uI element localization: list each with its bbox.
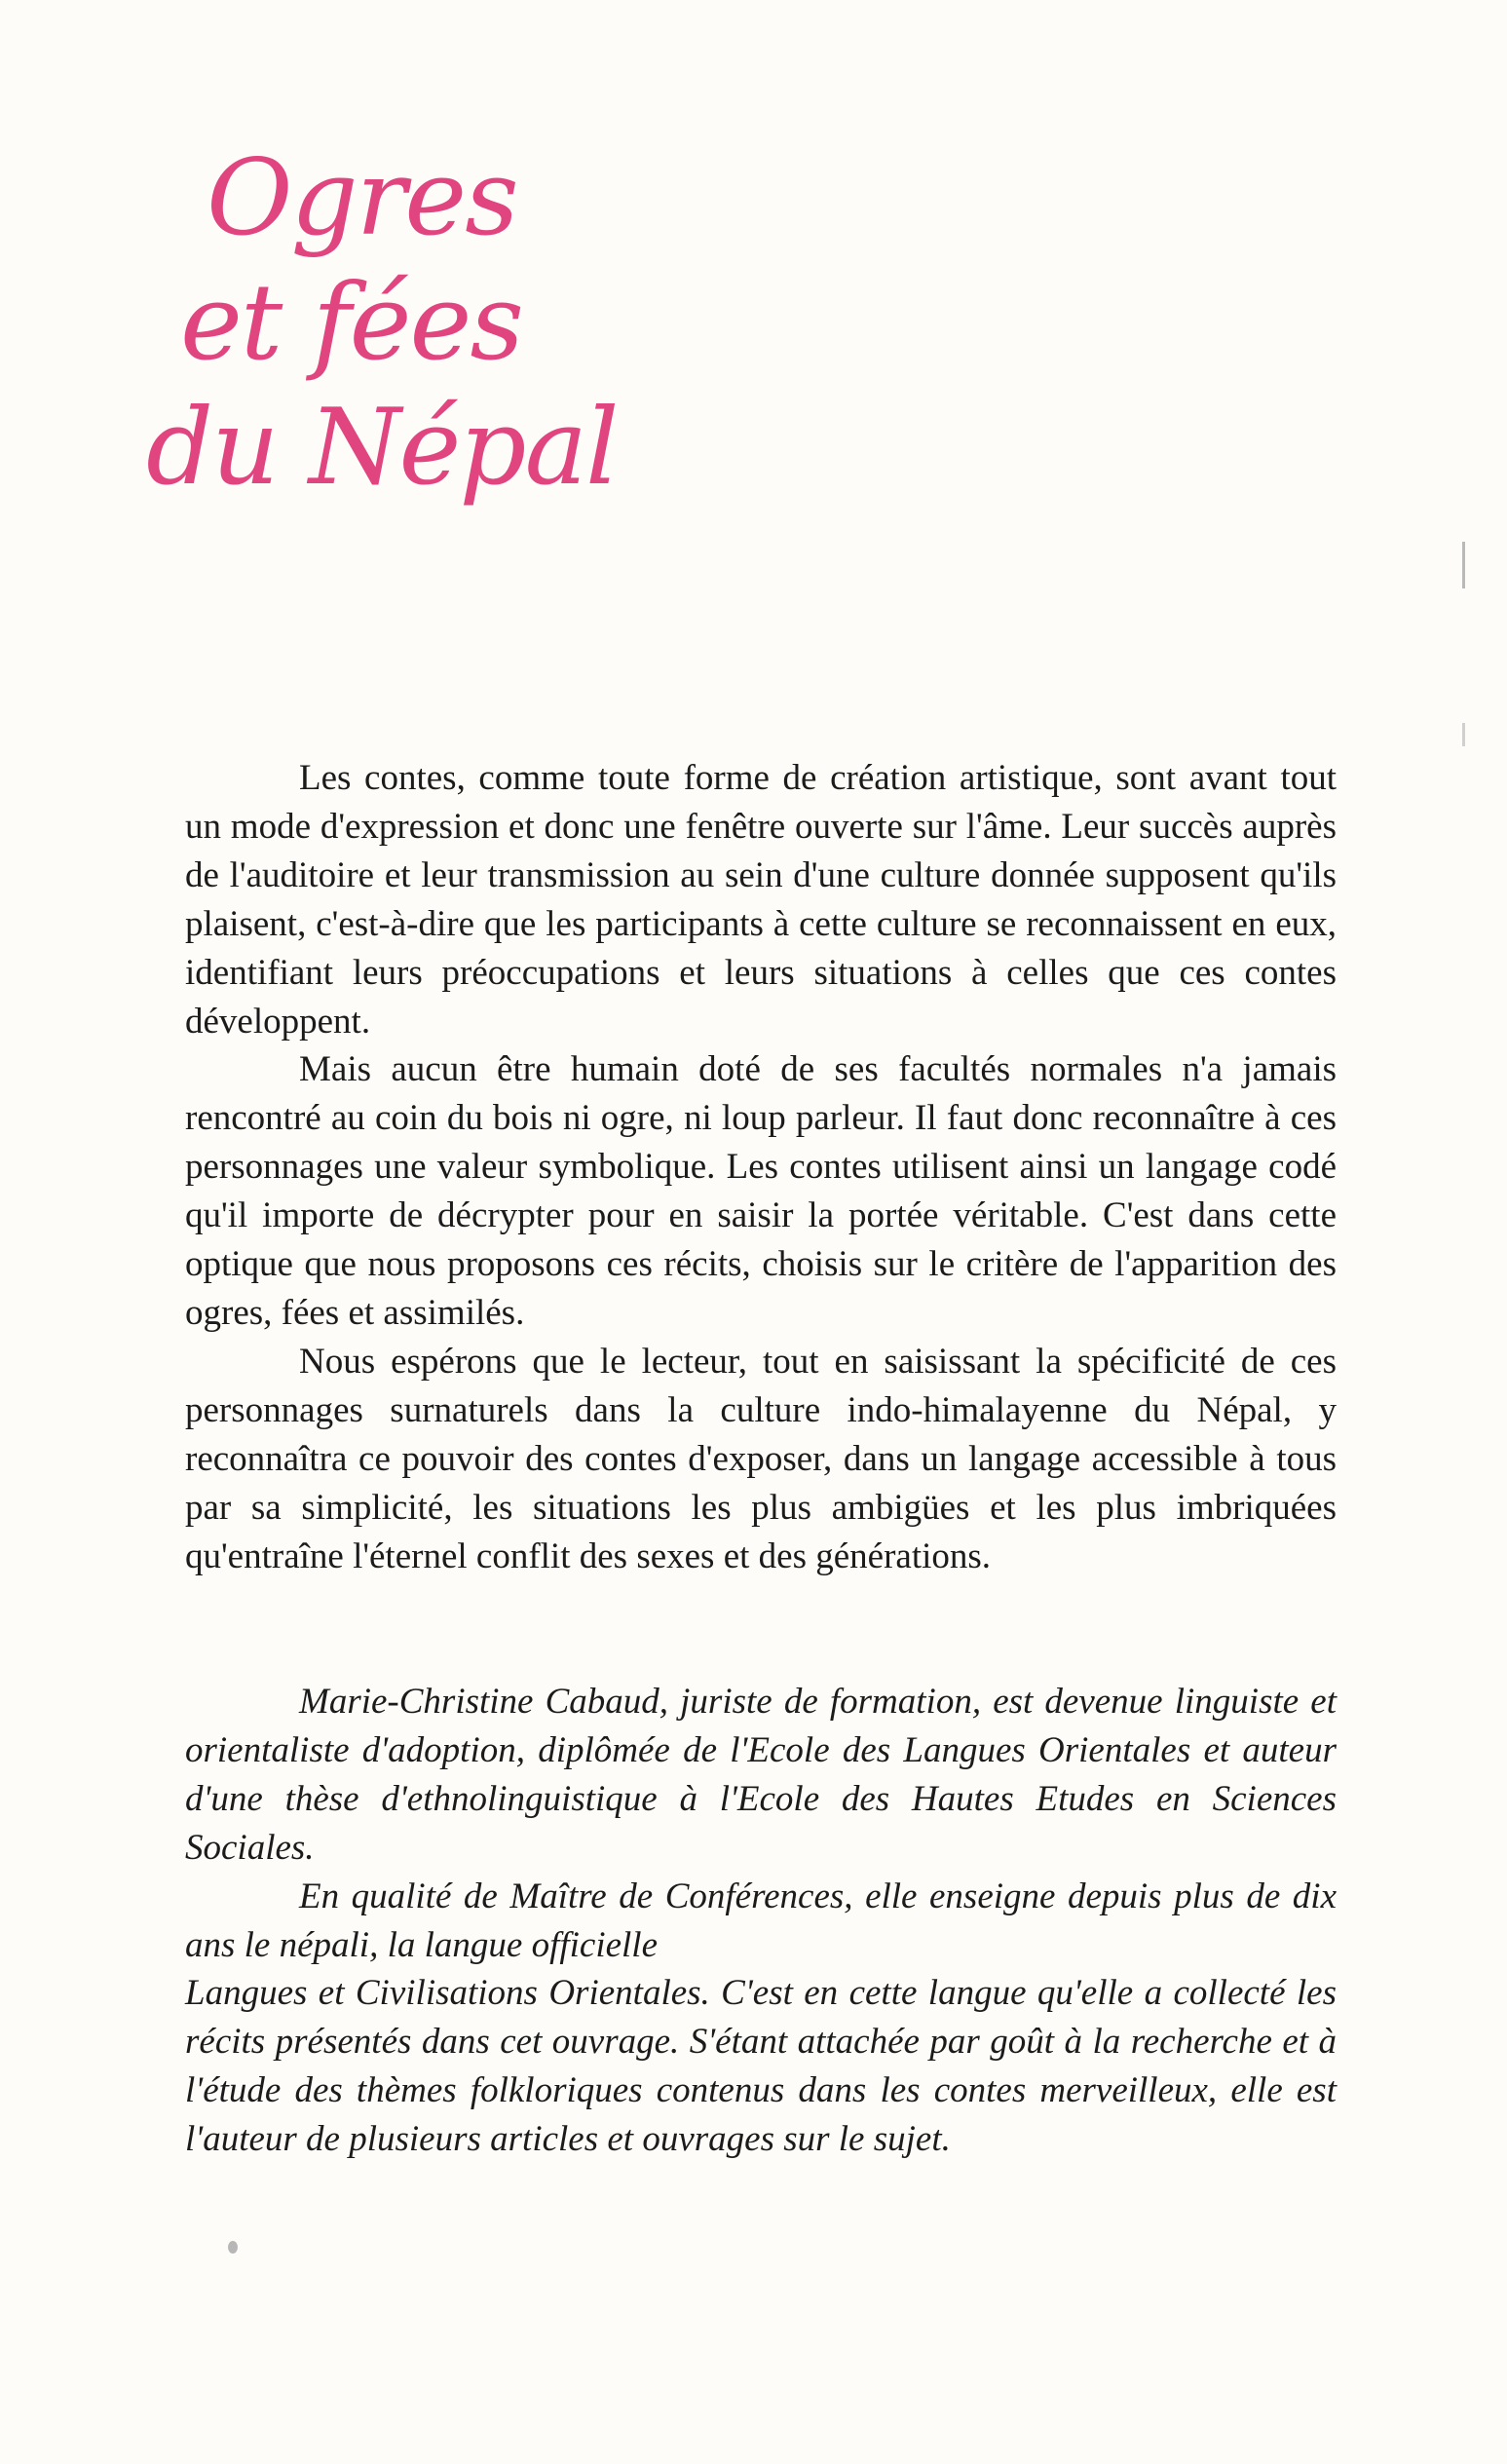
edge-mark	[1462, 723, 1465, 746]
bio-paragraph-3: Langues et Civilisations Orientales. C'est en cette langue qu'elle a collecté les récits présentés dans cet ouvrage. S'étant attachée par goût à la recherche et à l'étude des thèmes folkloriques contenus dans les contes merveilleux, elle est l'auteur de plusieurs articles et ouvrages sur le sujet.	[185, 1973, 1337, 2160]
blurb-text	[185, 754, 1337, 1580]
book-title	[146, 136, 618, 511]
author-bio	[185, 1678, 1337, 2164]
blurb-paragraph-2: Mais aucun être humain doté de ses facultés normales n'a jamais rencontré au coin du bois ni ogre, ni loup parleur. Il faut donc reconnaître à ces personnages une valeur symbolique. Les contes utilisent ainsi un langage codé qu'il importe de décrypter pour en saisir la portée véritable. C'est dans cette optique que nous proposons ces récits, choisis sur le critère de l'apparition des ogres, fées et assimilés.	[185, 1049, 1337, 1333]
bio-paragraph-1: Marie-Christine Cabaud, juriste de formation, est devenue linguiste et orientaliste d'adoption, diplômée de l'Ecole des Langues Orientales et auteur d'une thèse d'ethnolinguistique à l'Ecole des Hautes Etudes en Sciences Sociales.	[185, 1682, 1337, 1868]
bio-paragraph-2: En qualité de Maître de Conférences, elle enseigne depuis plus de dix ans le népali, la langue officielle	[185, 1876, 1337, 1965]
edge-mark	[1462, 542, 1465, 588]
print-speck	[228, 2241, 238, 2254]
title-line-3: du Népal	[146, 387, 618, 509]
blurb-paragraph-1: Les contes, comme toute forme de création artistique, sont avant tout un mode d'expression et donc une fenêtre ouverte sur l'âme. Leur succès auprès de l'auditoire et leur transmission au sein d'une culture donnée supposent qu'ils plaisent, c'est-à-dire que les participants à cette culture se reconnaissent en eux, identifiant leurs préoccupations et leurs situations à celles que ces contes développent.	[185, 758, 1337, 1042]
title-line-2: et fées	[180, 262, 522, 384]
blurb-paragraph-3: Nous espérons que le lecteur, tout en saisissant la spécificité de ces personnages surnaturels dans la culture indo-himalayenne du Népal, y reconnaîtra ce pouvoir des contes d'exposer, dans un langage accessible à tous par sa simplicité, les situations les plus ambigües et les plus imbriquées qu'entraîne l'éternel conflit des sexes et des générations.	[185, 1341, 1337, 1576]
title-line-1: Ogres	[207, 137, 517, 259]
